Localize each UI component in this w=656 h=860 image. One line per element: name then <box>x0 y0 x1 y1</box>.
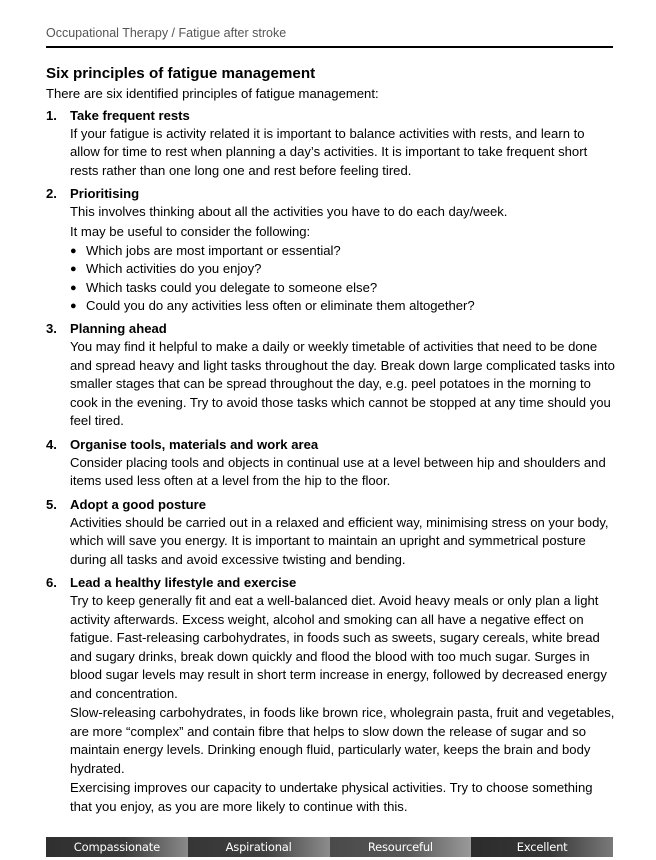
footer-value-resourceful: Resourceful <box>330 837 472 857</box>
principle-title: Lead a healthy lifestyle and exercise <box>70 575 297 591</box>
principle-heading <box>46 573 616 592</box>
principle-number: 5. <box>46 496 57 512</box>
principle-number: 4. <box>46 436 57 452</box>
principle-2 <box>46 184 616 315</box>
principle-4 <box>46 435 616 491</box>
principle-paragraph: Consider placing tools and objects in continual use at a level between hip and shoulders and items used less often at a level from the hip to the floor. <box>70 454 606 489</box>
principle-5 <box>46 495 616 570</box>
header-divider <box>46 46 613 48</box>
principle-title: Organise tools, materials and work area <box>70 436 319 452</box>
list-item-text: Which jobs are most important or essential? <box>86 243 341 258</box>
list-item-text: Could you do any activities less often or eliminate them altogether? <box>86 297 475 313</box>
principle-paragraph: If your fatigue is activity related it is important to balance activities with rests, and learn to allow for time to rest when planning a day’s activities. It is important to take frequent short rests rather than one long one and rest before feeling tired. <box>70 125 588 178</box>
list-item-text: Which activities do you enjoy? <box>86 261 262 277</box>
principle-3 <box>46 319 616 431</box>
bullet-icon: ● <box>70 263 77 276</box>
principle-paragraph: This involves thinking about all the activities you have to do each day/week. <box>70 204 508 219</box>
principle-1 <box>46 106 616 181</box>
principle-paragraph: Exercising improves our capacity to undertake physical activities. Try to choose something that you enjoy, as you are more likely to continue with this. <box>70 780 593 814</box>
principle-number: 2. <box>46 186 57 201</box>
list-item-text: Which tasks could you delegate to someone else? <box>86 279 378 295</box>
principle-heading <box>46 495 616 514</box>
bullet-icon: ● <box>70 299 77 312</box>
principle-title: Take frequent rests <box>70 107 190 123</box>
principle-title: Prioritising <box>70 186 140 201</box>
document-body <box>46 64 616 820</box>
footer-value-compassionate: Compassionate <box>46 837 188 857</box>
principle-title: Adopt a good posture <box>70 496 207 512</box>
list-item <box>70 242 616 260</box>
bullet-icon: ● <box>70 281 77 294</box>
page-title: Six principles of fatigue management <box>46 65 316 82</box>
principle-heading <box>46 106 616 125</box>
principle-number: 6. <box>46 575 57 591</box>
principle-paragraph: You may find it helpful to make a daily or weekly timetable of activities that need to be done and spread heavy and light tasks throughout the day. Break down large complicated tasks into smaller stages that can be spread throughout the day, e.g. peel potatoes in the morning to cook in the evening. Try to avoid those tasks which cannot be stopped at any time should you feel tired. <box>70 339 615 429</box>
list-item <box>70 297 616 315</box>
intro-text: There are six identified principles of fatigue management: <box>46 86 379 101</box>
principle-title: Planning ahead <box>70 321 167 337</box>
principle-paragraph: Try to keep generally fit and eat a well-balanced diet. Avoid heavy meals or only plan a light activity afterwards. Excess weight, alcohol and smoking can all have a negative effect on fatigue. Fast-releasing carbohydrates, in foods such as sweets, sugary cereals, white bread and sugary drinks, break down quickly and flood the blood with too much sugar. Surges in blood sugar levels may result in short term increase in energy, followed by decreased energy and concentration. <box>70 593 607 701</box>
footer-value-excellent: Excellent <box>471 837 613 857</box>
principle-heading <box>46 319 616 338</box>
breadcrumb: Occupational Therapy / Fatigue after stroke <box>46 26 287 40</box>
list-item <box>70 260 616 278</box>
values-footer-bar <box>46 837 613 857</box>
bullet-list <box>70 242 616 315</box>
principle-6 <box>46 573 616 816</box>
principle-paragraph: Slow-releasing carbohydrates, in foods like brown rice, wholegrain pasta, fruit and vegetables, are more “complex” and contain fibre that helps to slow down the release of sugar and so maintain energy levels. Drinking enough fluid, particularly water, keeps the brain and body hydrated. <box>70 705 615 776</box>
principle-heading <box>46 435 616 454</box>
principle-paragraph: Activities should be carried out in a relaxed and efficient way, minimising stress on your body, which will save you energy. It is important to maintain an upright and symmetrical posture during all tasks and avoid excessive twisting and bending. <box>70 514 609 567</box>
principle-number: 1. <box>46 107 57 123</box>
principle-heading <box>46 184 616 203</box>
bullet-icon: ● <box>70 245 77 257</box>
principle-number: 3. <box>46 321 57 337</box>
list-item <box>70 279 616 297</box>
footer-value-aspirational: Aspirational <box>188 837 330 857</box>
principle-paragraph: It may be useful to consider the following: <box>70 223 311 239</box>
